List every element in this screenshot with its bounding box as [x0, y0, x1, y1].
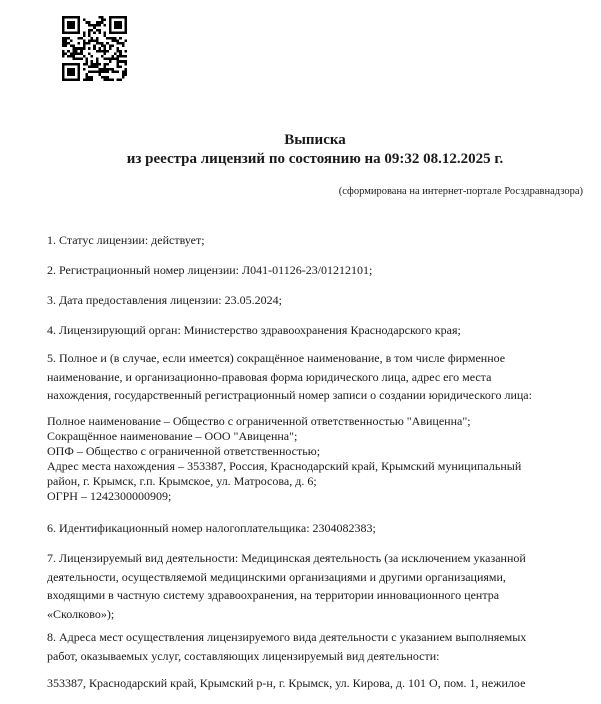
org-full-name: Полное наименование – Общество с ограниченной ответственностью "Авиценна";	[47, 414, 471, 428]
paragraph-licensed-activity: 7. Лицензируемый вид деятельности: Медицинская деятельность (за исключением указанной деятельности, осуществляемой медицинскими организациями и другими организациями, входящими в частную систему здравоохранения, на территории инновационного центра «Сколково»);	[47, 551, 526, 621]
paragraph-legal-entity-heading: 5. Полное и (в случае, если имеется) сокращённое наименование, в том числе фирменное наименование, и организационно-правовая форма юридического лица, адрес его места нахождения, государственный регистрационный номер записи о создании юридического лица:	[47, 351, 532, 402]
activity-address-line: 353387, Краснодарский край, Крымский р-н, г. Крымск, ул. Кирова, д. 101 О, пом. 1, нежилое	[47, 676, 526, 690]
paragraph-taxpayer-id: 6. Идентификационный номер налогоплательщика: 2304082383;	[47, 521, 376, 535]
paragraph-license-status: 1. Статус лицензии: действует;	[47, 233, 205, 247]
paragraph-licensing-authority: 4. Лицензирующий орган: Министерство здравоохранения Краснодарского края;	[47, 323, 461, 337]
title-line-2: из реестра лицензий по состоянию на 09:32 08.12.2025 г.	[126, 150, 504, 167]
paragraph-activity-addresses-heading: 8. Адреса мест осуществления лицензируемого вида деятельности с указанием выполняемых работ, оказываемых услуг, составляющих лицензируемый вид деятельности:	[47, 630, 527, 663]
paragraph-grant-date: 3. Дата предоставления лицензии: 23.05.2024;	[47, 293, 282, 307]
paragraph-registration-number: 2. Регистрационный номер лицензии: Л041-01126-23/01212101;	[47, 263, 373, 277]
org-legal-form: ОПФ – Общество с ограниченной ответственностью;	[47, 444, 321, 458]
org-address: Адрес места нахождения – 353387, Россия, Краснодарский край, Крымский муниципальный район, г. Крымск, г.п. Крымское, ул. Матросова, д. 6;	[47, 459, 522, 488]
document-title	[47, 131, 583, 168]
org-ogrn: ОГРН – 1242300000909;	[47, 489, 172, 503]
org-details-block	[47, 414, 557, 504]
title-line-1: Выписка	[284, 132, 346, 148]
generated-on-portal-note: (сформирована на интернет-портале Росздравнадзора)	[338, 186, 583, 197]
org-short-name: Сокращённое наименование – ООО "Авиценна";	[47, 429, 298, 443]
qr-code-icon	[62, 15, 127, 82]
